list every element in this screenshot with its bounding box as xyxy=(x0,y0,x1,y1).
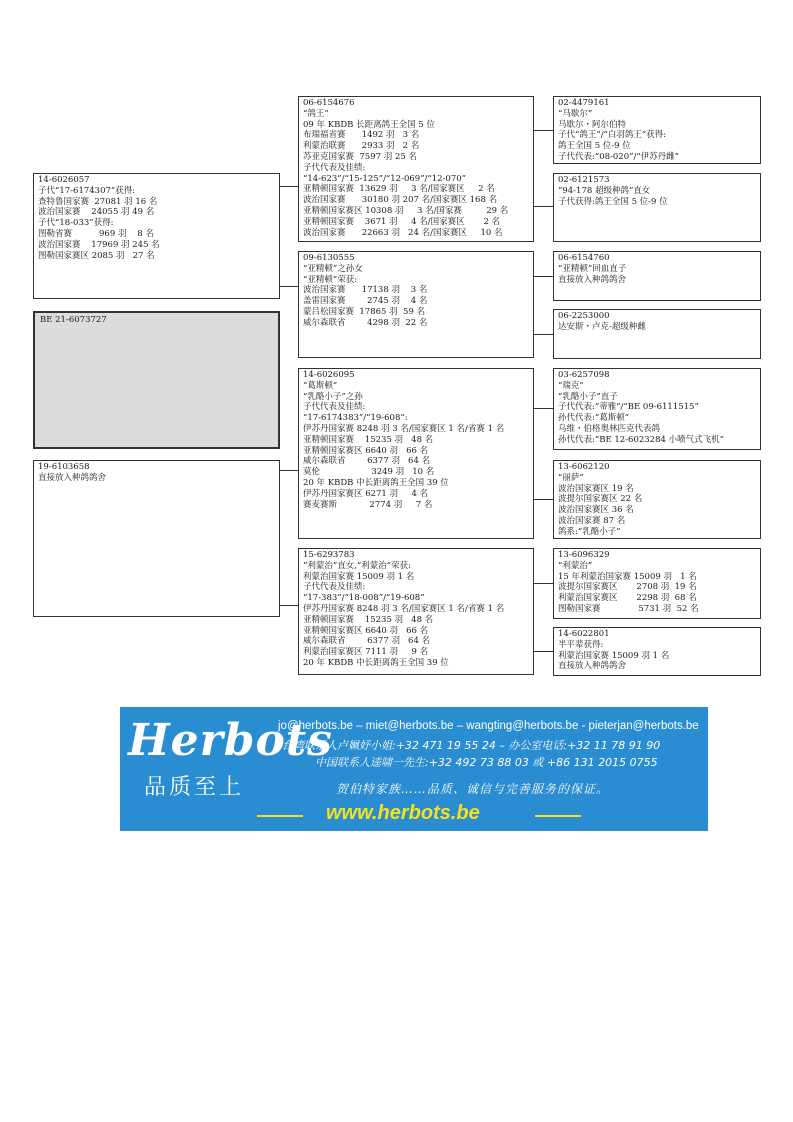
dds-card xyxy=(553,548,761,619)
sdd-card xyxy=(553,309,761,359)
slogan: 品质至上 xyxy=(144,775,245,800)
pedigree-line: 波治国家赛区 36 名 xyxy=(558,505,634,516)
connector-ds-dsd xyxy=(534,499,553,500)
connector-ss-sss xyxy=(534,130,553,131)
pedigree-line: 利蒙治国家赛 15009 羽 1 名 xyxy=(558,650,670,661)
pedigree-line: 利蒙治国家赛区 7111 羽 9 名 xyxy=(303,647,429,658)
pedigree-line: 19-6103658 xyxy=(38,462,90,472)
connector-ds-dss xyxy=(534,408,553,409)
pedigree-line: 鸽王全国 5 位-9 位 xyxy=(558,141,631,152)
pedigree-line: 亚精顿国家赛区 10308 羽 3 名/国家赛 29 名 xyxy=(303,205,509,216)
pedigree-line: 伊苏丹国家赛区 6271 羽 4 名 xyxy=(303,488,429,499)
pedigree-line: 孙代代表:“葛斯顿” xyxy=(558,413,630,424)
motto: 贺伯特家族……品质、诚信与完善服务的保证。 xyxy=(336,782,610,796)
pedigree-line: “马歇尔” xyxy=(558,108,593,119)
dam-sire-card xyxy=(298,368,534,539)
pedigree-line: 亚精顿国家赛 15235 羽 48 名 xyxy=(303,614,434,625)
dam-dam-card xyxy=(298,548,534,675)
connector-dam-dd xyxy=(280,605,298,606)
pedigree-line: “瑞克” xyxy=(558,380,584,391)
pedigree-line: 子代代表:“08-020”/“伊苏丹雌” xyxy=(558,151,680,162)
pedigree-line: 亚精顿国家赛区 6640 羽 66 名 xyxy=(303,445,429,456)
pedigree-line: 半平辈获得: xyxy=(558,639,604,650)
pedigree-line: 利蒙治国家赛 15009 羽 1 名 xyxy=(303,571,415,582)
pedigree-line: “17-6174383”/“19-608”: xyxy=(303,413,408,424)
pedigree-line: 直接放入种鸽鸽舍 xyxy=(558,274,627,285)
pedigree-line: 亚精顿国家赛 15235 羽 48 名 xyxy=(303,434,434,445)
pedigree-line: 15 年利蒙治国家赛 15009 羽 1 名 xyxy=(558,571,697,582)
dss-card xyxy=(553,368,761,450)
pedigree-line: “17-383”/“18-008”/“19-608” xyxy=(303,593,425,604)
pedigree-line: “14-623”/“15-125”/“12-069”/“12-070” xyxy=(303,173,467,184)
pedigree-line: “丽萨” xyxy=(558,472,584,483)
pedigree-line: 子代代表及佳绩: xyxy=(303,582,366,593)
pedigree-line: 波治国家赛 87 名 xyxy=(558,515,626,526)
pedigree-line: 14-6026095 xyxy=(303,370,355,380)
connector-sd-sdd xyxy=(534,334,553,335)
pedigree-line: 20 年 KBDB 中长距离鸽王全国 39 位 xyxy=(303,477,449,488)
pedigree-line: 波治国家赛 17138 羽 3 名 xyxy=(303,285,428,296)
pedigree-line: 伊苏丹国家赛 8248 羽 3 名/国家赛区 1 名/省赛 1 名 xyxy=(303,603,505,614)
dam-card xyxy=(33,460,280,617)
pedigree-line: 20 年 KBDB 中长距离鸽王全国 39 位 xyxy=(303,657,449,668)
pedigree-line: 06-6154676 xyxy=(303,98,355,108)
pedigree-line: 查特鲁国家赛 27081 羽 16 名 xyxy=(38,196,158,207)
dsd-card xyxy=(553,460,761,539)
pedigree-line: 波提尔国家赛区 22 名 xyxy=(558,494,643,505)
connector-dd-ddd xyxy=(534,651,553,652)
pedigree-line: 莫伦 3249 羽 10 名 xyxy=(303,467,435,478)
pedigree-line: 波提尔国家赛区 2708 羽 19 名 xyxy=(558,582,697,593)
website-link[interactable]: www.herbots.be xyxy=(326,802,480,824)
pedigree-line: 图勒国家赛区 2085 羽 27 名 xyxy=(38,250,155,261)
pedigree-line: 子代代表:“蒂雅”/“BE 09-6111515” xyxy=(558,402,699,413)
subject-ring: BE 21-6073727 xyxy=(40,315,107,325)
pedigree-line: 马歇尔・阿尔伯特 xyxy=(558,119,627,130)
pedigree-line: 达安斯・卢克-超级种雌 xyxy=(558,321,646,332)
sds-card xyxy=(553,251,761,301)
pedigree-line: 06-6154760 xyxy=(558,253,610,263)
pedigree-line: 子代“18-033”获得: xyxy=(38,218,114,229)
sire-dam-card xyxy=(298,251,534,358)
pedigree-line: “亚精顿”之孙女 xyxy=(303,263,363,274)
pedigree-line: 子代获得:鸽王全国 5 位-9 位 xyxy=(558,196,668,207)
pedigree-line: 03-6257098 xyxy=(558,370,610,380)
sire-sire-card xyxy=(298,96,534,242)
pedigree-line: 子代代表及佳绩: xyxy=(303,402,366,413)
pedigree-line: 09 年 KBDB 长距离鸽王全国 5 位 xyxy=(303,119,435,130)
pedigree-line: 图勒国家赛 5731 羽 52 名 xyxy=(558,603,699,614)
pedigree-line: 06-2253000 xyxy=(558,311,610,321)
herbots-banner xyxy=(120,707,708,831)
ddd-card xyxy=(553,627,761,676)
pedigree-line: 13-6062120 xyxy=(558,462,610,472)
pedigree-line: 波治国家赛 24055 羽 49 名 xyxy=(38,207,155,218)
pedigree-line: “葛斯顿” xyxy=(303,380,338,391)
pedigree-line: 孙代代表:“BE 12-6023284 小喷气式飞机” xyxy=(558,434,724,445)
subject-card xyxy=(33,311,280,449)
pedigree-line: 盖雷国家赛 2745 羽 4 名 xyxy=(303,296,428,307)
pedigree-line: 鸽系:“乳酪小子” xyxy=(558,526,621,537)
pedigree-line: 直接放入种鸽鸽舍 xyxy=(558,661,627,672)
pedigree-line: 14-6026057 xyxy=(38,175,90,185)
pedigree-line: 波治国家赛 22663 羽 24 名/国家赛区 10 名 xyxy=(303,227,503,238)
herbots-logo: Herbots xyxy=(128,715,333,766)
pedigree-line: 蒙吕松国家赛 17865 羽 59 名 xyxy=(303,306,426,317)
contact-phone-taiwan: 台湾联系人卢姵妤小姐:+32 471 19 55 24 – 办公室电话:+32 11 78 91 90 xyxy=(282,739,661,752)
pedigree-line: 亚精顿国家赛 13629 羽 3 名/国家赛区 2 名 xyxy=(303,184,495,195)
decorative-dash-right xyxy=(535,815,581,817)
pedigree-line: 子代代表及佳绩: xyxy=(303,162,366,173)
pedigree-line: 波治国家赛区 19 名 xyxy=(558,483,634,494)
pedigree-line: 威尔森联省 4298 羽 22 名 xyxy=(303,317,428,328)
pedigree-line: 波治国家赛 30180 羽 207 名/国家赛区 168 名 xyxy=(303,195,498,206)
contact-emails: jo@herbots.be – miet@herbots.be – wangting@herbots.be - pieterjan@herbots.be xyxy=(278,720,699,732)
pedigree-line: 02-4479161 xyxy=(558,98,610,108)
connector-dd-dds xyxy=(534,583,553,584)
connector-ss-ssd xyxy=(534,206,553,207)
pedigree-line: 威尔森联省 6377 羽 64 名 xyxy=(303,636,431,647)
pedigree-line: “亚精顿”回血直子 xyxy=(558,263,627,274)
connector-sd-sds xyxy=(534,276,553,277)
pedigree-line: 乌维・伯格奥林匹克代表鸽 xyxy=(558,423,661,434)
pedigree-line: “鸽王” xyxy=(303,108,329,119)
pedigree-line: 苏亚克国家赛 7597 羽 25 名 xyxy=(303,151,417,162)
sire-card xyxy=(33,173,280,299)
sss-card xyxy=(553,96,761,164)
pedigree-line: 布瑞福省赛 1492 羽 3 名 xyxy=(303,130,420,141)
pedigree-line: 13-6096329 xyxy=(558,550,610,560)
pedigree-line: 子代“鸽王”/“白羽鸽王”获得: xyxy=(558,130,667,141)
pedigree-line: 亚精顿国家赛区 6640 羽 66 名 xyxy=(303,625,429,636)
pedigree-line: 09-6130555 xyxy=(303,253,355,263)
pedigree-line: “利蒙治”直女,“利蒙治”荣获: xyxy=(303,560,411,571)
connector-dam-ds xyxy=(280,470,298,471)
pedigree-line: 14-6022801 xyxy=(558,629,610,639)
pedigree-line: 图勒省赛 969 羽 8 名 xyxy=(38,228,154,239)
connector-sire-sd xyxy=(280,286,298,287)
pedigree-line: 子代“17-6174307”获得: xyxy=(38,185,136,196)
connector-sire-ss xyxy=(280,186,298,187)
pedigree-line: “亚精顿”荣获: xyxy=(303,274,358,285)
pedigree-line: 波治国家赛 17969 羽 245 名 xyxy=(38,239,160,250)
decorative-dash-left xyxy=(257,815,303,817)
pedigree-line: “乳酪小子”之孙 xyxy=(303,391,363,402)
pedigree-line: 伊苏丹国家赛 8248 羽 3 名/国家赛区 1 名/省赛 1 名 xyxy=(303,423,505,434)
pedigree-line: 直接放入种鸽鸽舍 xyxy=(38,472,107,483)
pedigree-line: 02-6121573 xyxy=(558,175,610,185)
pedigree-line: 15-6293783 xyxy=(303,550,355,560)
pedigree-line: 赛麦赛斯 2774 羽 7 名 xyxy=(303,499,433,510)
pedigree-line: 亚精顿国家赛 3671 羽 4 名/国家赛区 2 名 xyxy=(303,216,501,227)
contact-phone-china: 中国联系人逵啸一先生:+32 492 73 88 03 或 +86 131 2015 0755 xyxy=(315,756,658,769)
pedigree-line: 威尔森联省 6377 羽 64 名 xyxy=(303,456,431,467)
pedigree-line: 利蒙治国家赛区 2298 羽 68 名 xyxy=(558,593,697,604)
ssd-card xyxy=(553,173,761,242)
pedigree-line: “乳酪小子”直子 xyxy=(558,391,618,402)
pedigree-line: 利蒙治联赛 2933 羽 2 名 xyxy=(303,141,420,152)
pedigree-line: “94-178 超级种鸽”直女 xyxy=(558,185,651,196)
pedigree-line: “利蒙治” xyxy=(558,560,593,571)
